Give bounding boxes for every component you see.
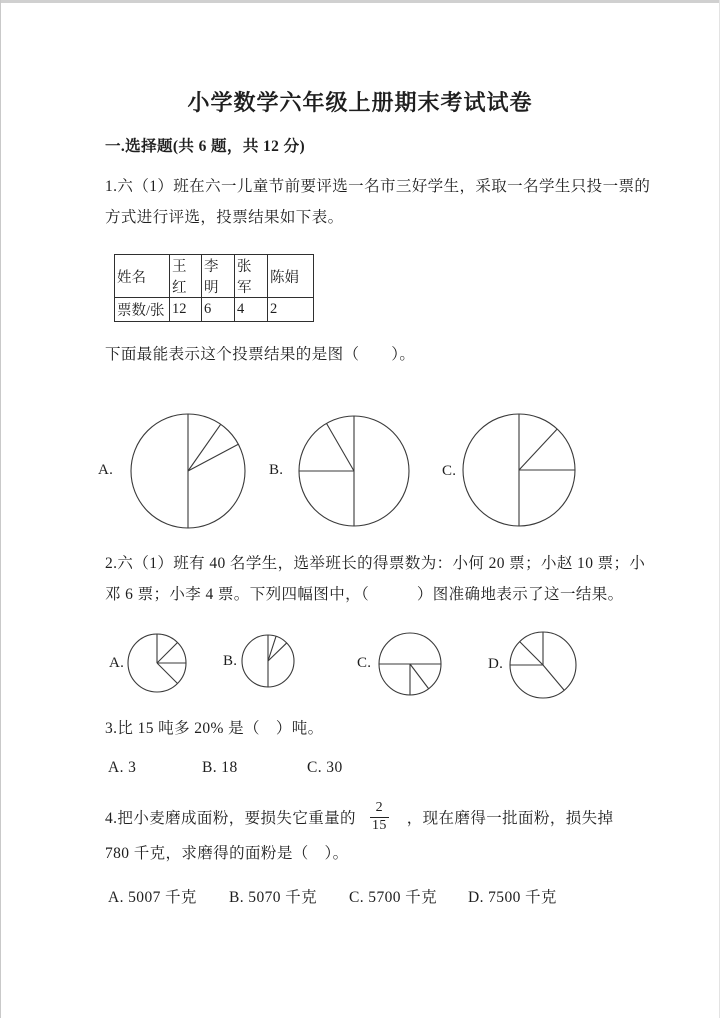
q2-text-line1: 2.六（1）班有 40 名学生，选举班长的得票数为：小何 20 票；小赵 10 票；小 (105, 555, 646, 572)
header-cell-1: 王红 (170, 255, 202, 298)
q1-vote-table (114, 254, 314, 322)
header-cell-3: 张军 (235, 255, 268, 298)
q1-pie-c-label: C. (442, 463, 457, 479)
section-heading: 一.选择题(共 6 题，共 12 分) (105, 138, 306, 155)
q1-pie-b-label: B. (269, 462, 284, 478)
q3-option-c: C. 30 (307, 759, 343, 776)
header-cell-4: 陈娟 (268, 255, 314, 298)
q2-pie-d-label: D. (488, 656, 504, 672)
q1-pie-a-label: A. (98, 462, 114, 478)
q4-line1-after-fraction: ，现在磨得一批面粉，损失掉 (406, 810, 614, 827)
q3-option-a: A. 3 (108, 759, 137, 776)
q2-pie-a-label: A. (109, 655, 125, 671)
q4-option-a: A. 5007 千克 (108, 889, 197, 906)
q4-fraction (370, 800, 389, 835)
q4-option-b: B. 5070 千克 (229, 889, 317, 906)
q2-pie-chart-a (126, 632, 188, 694)
q2-pie-chart-d (508, 630, 578, 700)
doc-title: 小学数学六年级上册期末考试试卷 (187, 90, 533, 115)
fraction-numerator: 2 (375, 799, 384, 815)
page-top-border (1, 0, 719, 3)
q3-text: 3.比 15 吨多 20% 是（ ）吨。 (105, 720, 324, 737)
q4-text-line2: 780 千克，求磨得的面粉是（ ）。 (105, 845, 349, 862)
q2-pie-b-label: B. (223, 653, 238, 669)
q4-option-d: D. 7500 千克 (468, 889, 557, 906)
q1-text-line2: 方式进行评选，投票结果如下表。 (105, 209, 344, 226)
q1-text-line1: 1.六（1）班在六一儿童节前要评选一名市三好学生，采取一名学生只投一票的 (105, 178, 651, 195)
q2-pie-chart-c (377, 631, 443, 697)
fraction-denominator: 15 (371, 817, 387, 833)
q2-pie-chart-b (240, 633, 296, 689)
header-cell-2: 李明 (202, 255, 235, 298)
q1-pie-chart-c (461, 412, 577, 528)
q3-option-b: B. 18 (202, 759, 238, 776)
table-header-row (115, 255, 314, 298)
votes-cell-1: 12 (170, 298, 202, 322)
q1-pie-chart-b (297, 414, 411, 528)
votes-cell-label: 票数/张 (115, 298, 170, 322)
votes-cell-2: 6 (202, 298, 235, 322)
votes-cell-3: 4 (235, 298, 268, 322)
q4-line1-before-fraction: 4.把小麦磨成面粉，要损失它重量的 (105, 810, 356, 827)
table-votes-row (115, 298, 314, 322)
q2-pie-c-label: C. (357, 655, 372, 671)
q1-prompt: 下面最能表示这个投票结果的是图（ ）。 (105, 346, 416, 363)
q4-option-c: C. 5700 千克 (349, 889, 437, 906)
votes-cell-4: 2 (268, 298, 314, 322)
q1-pie-chart-a (129, 412, 247, 530)
q2-text-line2: 邓 6 票；小李 4 票。下列四幅图中，（ ）图准确地表示了这一结果。 (105, 586, 624, 603)
q4-text-line1 (105, 794, 613, 840)
header-cell-name: 姓名 (115, 255, 170, 298)
